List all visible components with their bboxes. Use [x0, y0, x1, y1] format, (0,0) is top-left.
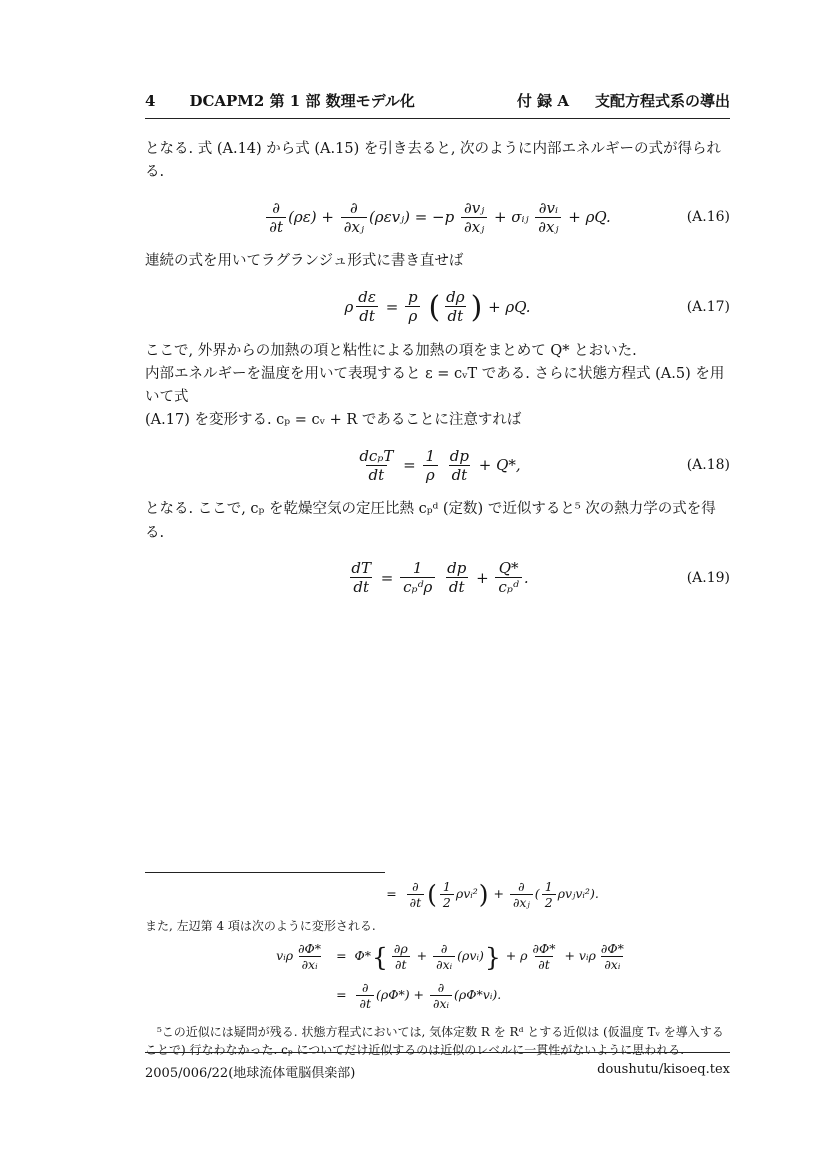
paragraph-3-line-1: ここで, 外界からの加熱の項と粘性による加熱の項をまとめて Q* とおいた. [145, 342, 637, 359]
footnote-continued-equation [145, 877, 730, 911]
footer-filename: doushutu/kisoeq.tex [597, 1062, 730, 1077]
equation-a18-math: $\frac{\text{dcₚT}}{dt}$ = $\frac{1}{\rho}$ $\frac{dp}{dt}$ + Q*, [359, 446, 521, 484]
equation-a19 [145, 558, 730, 598]
footnote-equation-lhs: vᵢρ $\frac{\partial\Phi*}{\text{∂xᵢ}}$ [276, 941, 322, 972]
paragraph-3-line-2: 内部エネルギーを温度を用いて表現すると ε = cᵥT である. さらに状態方程式 (A.5) を用いて式 [145, 365, 725, 405]
equation-a17 [145, 287, 730, 327]
running-title: DCAPM2 第 1 部 数理モデル化 [189, 92, 415, 110]
paragraph-3 [145, 340, 730, 433]
footnote-equation-rhs-1: = Φ* { $\frac{\partial\rho}{\partial t}$ + $\frac{\partial}{\text{∂xᵢ}}$ (ρvᵢ) } + ρ $\frac{\partial\Phi*}{\partial t}$ + vᵢρ $\frac{\partial\Phi*}{\text{∂xᵢ}}$ [336, 941, 624, 972]
appendix-label: 付 録 A [516, 92, 569, 110]
appendix-title: 支配方程式系の導出 [594, 92, 730, 110]
paragraph-4: となる. ここで, cₚ を乾燥空気の定圧比熱 cₚᵈ (定数) で近似すると⁵ 次の熱力学の式を得る. [145, 501, 716, 541]
paragraph-2: 連続の式を用いてラグランジュ形式に書き直せば [145, 253, 464, 270]
equation-a19-label: (A.19) [686, 569, 730, 586]
footnote-equation-block [175, 941, 730, 1011]
footnote-equation-rhs-2: = $\frac{\partial}{\partial t}$ (ρΦ*) + $\frac{\partial}{\text{∂xᵢ}}$ (ρΦ*vᵢ). [336, 980, 502, 1011]
equation-a17-label: (A.17) [686, 298, 730, 315]
footnote-continued-equation-math: = $\frac{\partial}{\partial t}$ ( $\frac{1}{2}$ ρvᵢ² ) + $\frac{\partial}{\text{∂xⱼ}}$ ( $\frac{1}{2}$ ρvⱼvᵢ²). [386, 878, 599, 910]
page-number: 4 [145, 92, 156, 110]
footer-date-credit: 2005/006/22(地球流体電脳倶楽部) [145, 1066, 356, 1081]
footnote-area [145, 872, 730, 1059]
equation-a19-math: $\frac{dT}{dt}$ = $\frac{1}{\text{cₚᵈρ}}$ $\frac{dp}{dt}$ + $\frac{Q*}{\text{cₚᵈ}}$ . [351, 559, 529, 597]
footnote-5-text: ⁵この近似には疑問が残る. 状態方程式においては, 気体定数 R を Rᵈ とする近似は (仮温度 Tᵥ を導入することで) 行なわなかった. cₚ についてだけ近似するのは近似のレベルに一貫性がないように思われる. [145, 1025, 724, 1057]
header-right [517, 90, 730, 111]
equation-a16-math: $\frac{\partial}{\partial t}$ (ρε) + $\frac{\partial}{\text{∂xⱼ}}$ (ρεvⱼ) = −p $\frac{\text{∂vⱼ}}{\text{∂xⱼ}}$ + σᵢⱼ $\frac{\text{∂vᵢ}}{\text{∂xⱼ}}$ + ρQ. [264, 199, 610, 236]
paragraph-1: となる. 式 (A.14) から式 (A.15) を引き去ると, 次のように内部エネルギーの式が得られる. [145, 141, 722, 181]
equation-a16-label: (A.16) [686, 209, 730, 226]
page-header [145, 90, 730, 119]
equation-a18-label: (A.18) [686, 457, 730, 474]
footnote-rule [145, 872, 385, 873]
page-footer [145, 1052, 730, 1081]
equation-a17-math: ρ $\frac{d\varepsilon}{dt}$ = $\frac{p}{\rho}$ ( $\frac{d\rho}{dt}$ ) + ρQ. [344, 288, 531, 326]
equation-a18 [145, 445, 730, 485]
body-column [145, 138, 730, 611]
equation-a16 [145, 197, 730, 237]
header-left [145, 90, 415, 111]
footnote-text: また, 左辺第 4 項は次のように変形される. [145, 919, 376, 933]
paragraph-3-line-3: (A.17) を変形する. cₚ = cᵥ + R であることに注意すれば [145, 412, 522, 429]
